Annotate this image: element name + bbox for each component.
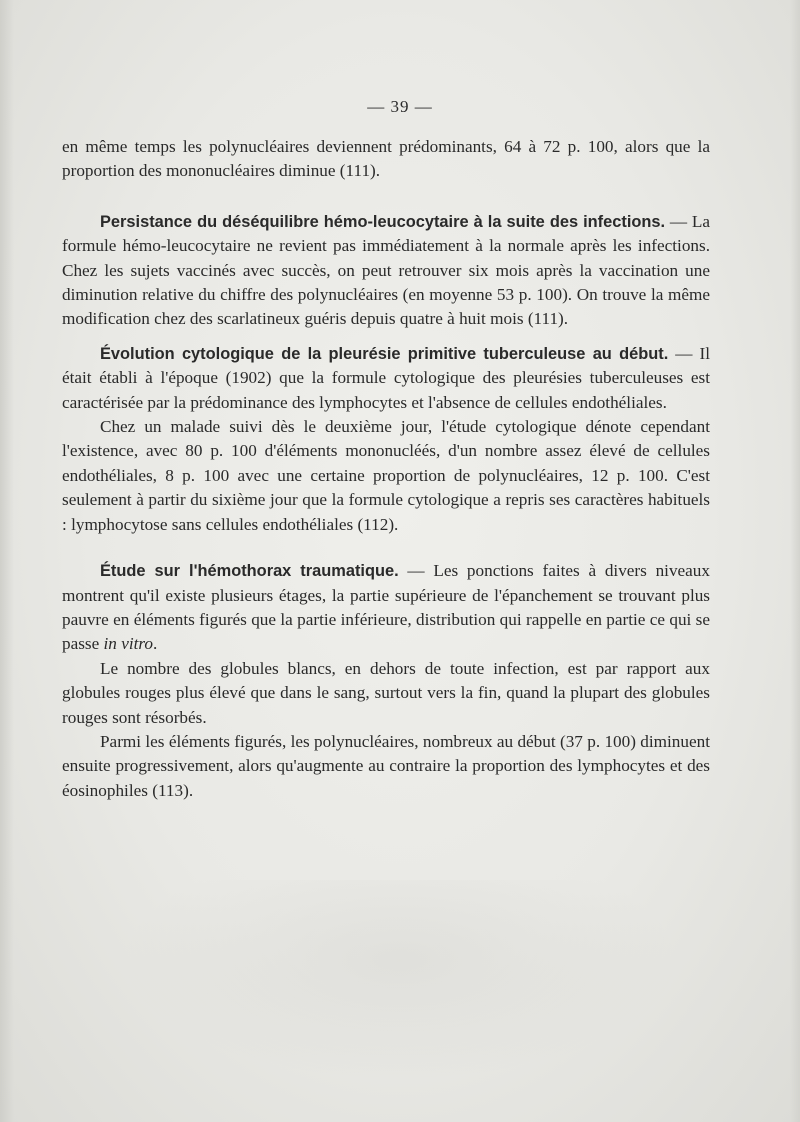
show-through-bleed	[120, 880, 680, 1080]
page-edge-shadow-right	[790, 0, 800, 1122]
paragraph-text: Chez un malade suivi dès le deuxième jour, l'étude cytologique dénote cependant l'existence, avec 80 p. 100 d'éléments mononucléés, d'un nombre assez élevé de cellules endothéliales, 8 p. 100 avec une certaine proportion de polynucléaires, 12 p. 100. C'est seulement à partir du sixième jour que la formule cytologique a repris ses caractères habituels : lymphocytose sans cellules endothéliales (112).	[62, 417, 710, 534]
body-text	[62, 135, 710, 803]
paragraph-elements-figures	[62, 730, 710, 803]
paragraph-continuation	[62, 135, 710, 184]
page-edge-shadow-left	[0, 0, 14, 1122]
paragraph-text: en même temps les polynucléaires deviennent prédominants, 64 à 72 p. 100, alors que la proportion des mononucléaires diminue (111).	[62, 137, 710, 181]
paragraph-text: Le nombre des globules blancs, en dehors de toute infection, est par rapport aux globules rouges plus élevé que dans le sang, surtout vers la fin, quand la plupart des globules rouges sont résorbés.	[62, 658, 710, 727]
italic-term: in vitro	[103, 634, 154, 654]
paragraph-text-end: .	[153, 634, 158, 654]
paragraph-section-hemothorax	[62, 559, 710, 657]
paragraph-text: — Il était établi à l'époque (1902) que la formule cytologique des pleurésies tuberculeuses est caractérisée par la prédominance des lymphocytes et l'absence de cellules endothéliales.	[62, 343, 710, 412]
paragraph-globules	[62, 657, 710, 730]
page-number: — 39 —	[367, 97, 433, 116]
paragraph-text: — La formule hémo-leucocytaire ne revient pas immédiatement à la normale après les infections. Chez les sujets vaccinés avec succès, on peut retrouver six mois après la vaccination une diminution relative du chiffre des polynucléaires (en moyenne 53 p. 100). On trouve la même modification chez des scarlatineux guéris depuis quatre à huit mois (111).	[62, 211, 710, 329]
paragraph-malade	[62, 415, 710, 537]
section-heading-persistance: Persistance du déséquilibre hémo-leucocytaire à la suite des infections.	[100, 212, 666, 231]
section-heading-evolution: Évolution cytologique de la pleurésie primitive tuberculeuse au début.	[100, 344, 669, 363]
paragraph-text: — Les ponctions faites à divers niveaux montrent qu'il existe plusieurs étages, la partie supérieure de l'épanchement se trouvant plus pauvre en éléments figurés que la partie inférieure, distribution qui rappelle en partie ce qui se passe	[62, 561, 710, 654]
paragraph-text: Parmi les éléments figurés, les polynucléaires, nombreux au début (37 p. 100) diminuent ensuite progressivement, alors qu'augmente au contraire la proportion des lymphocytes et des éosinophiles (113).	[62, 731, 710, 800]
paragraph-section-persistance	[62, 210, 710, 332]
paragraph-section-evolution	[62, 342, 710, 415]
section-heading-hemothorax: Étude sur l'hémothorax traumatique.	[100, 562, 399, 581]
